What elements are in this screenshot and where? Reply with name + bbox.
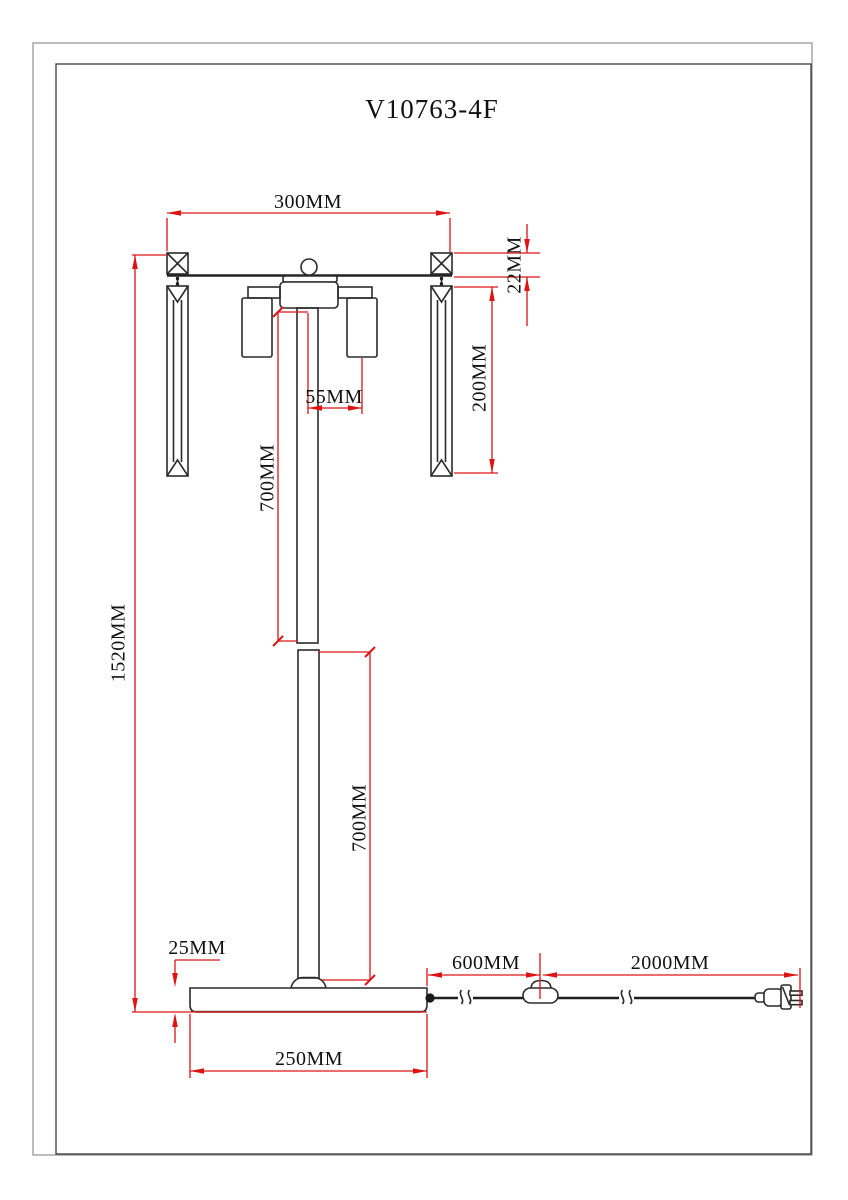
- lamp-base: [190, 988, 427, 1012]
- finial-ball: [301, 259, 317, 275]
- dim-base-width: [190, 1014, 427, 1078]
- dim-label-head-width: 300MM: [273, 191, 343, 213]
- lower-pole: [298, 650, 319, 978]
- power-plug: [755, 985, 802, 1009]
- hub-body: [280, 282, 338, 308]
- dim-label-cord-base-to-switch: 600MM: [451, 952, 521, 974]
- dim-overall-height: [108, 255, 427, 1012]
- dim-label-base-width: 250MM: [274, 1048, 344, 1070]
- dim-label-cord-switch-to-plug: 2000MM: [630, 952, 710, 974]
- shade-arm-left: [248, 287, 280, 298]
- plug-body: [764, 989, 783, 1006]
- crystal-rod-left: [167, 277, 188, 476]
- lamp-shade-left: [242, 298, 272, 357]
- dim-label-crystal-pendant-length: 200MM: [468, 343, 491, 413]
- lamp-hub: [248, 276, 372, 308]
- cord-break-mark: [468, 990, 470, 1004]
- cord-break-mark: [629, 990, 631, 1004]
- hub-lid: [283, 276, 337, 282]
- power-cord: [425, 981, 802, 1010]
- dim-head-bar-height: [454, 224, 540, 326]
- dim-shade-center-offset: [305, 313, 363, 414]
- left-hanger-box: [167, 253, 188, 274]
- page-border-inner: [56, 64, 811, 1154]
- dim-lower-pole-length: [319, 647, 375, 985]
- cord-break-mark: [460, 990, 462, 1004]
- dim-upper-pole-length: [257, 307, 308, 646]
- dim-label-lower-pole-length: 700MM: [348, 783, 371, 853]
- head-assembly: [167, 253, 452, 276]
- dim-crystal-pendant-length: [454, 287, 498, 473]
- dim-label-head-bar-height: 22MM: [503, 236, 526, 294]
- lamp-shade-right: [347, 298, 377, 357]
- dim-head-width: [167, 191, 450, 252]
- dim-label-overall-height: 1520MM: [107, 603, 130, 683]
- cord-break-mark: [621, 990, 623, 1004]
- drawing-title: V10763-4F: [365, 94, 499, 124]
- dim-label-base-thickness: 25MM: [168, 937, 226, 959]
- dim-label-shade-center-offset: 55MM: [305, 386, 363, 408]
- cord-grommet: [425, 993, 434, 1002]
- dim-label-upper-pole-length: 700MM: [256, 443, 279, 513]
- pole-base-flare: [291, 978, 326, 989]
- right-hanger-box: [431, 253, 452, 274]
- crystal-rod-right: [431, 277, 452, 476]
- shade-arm-right: [338, 287, 372, 298]
